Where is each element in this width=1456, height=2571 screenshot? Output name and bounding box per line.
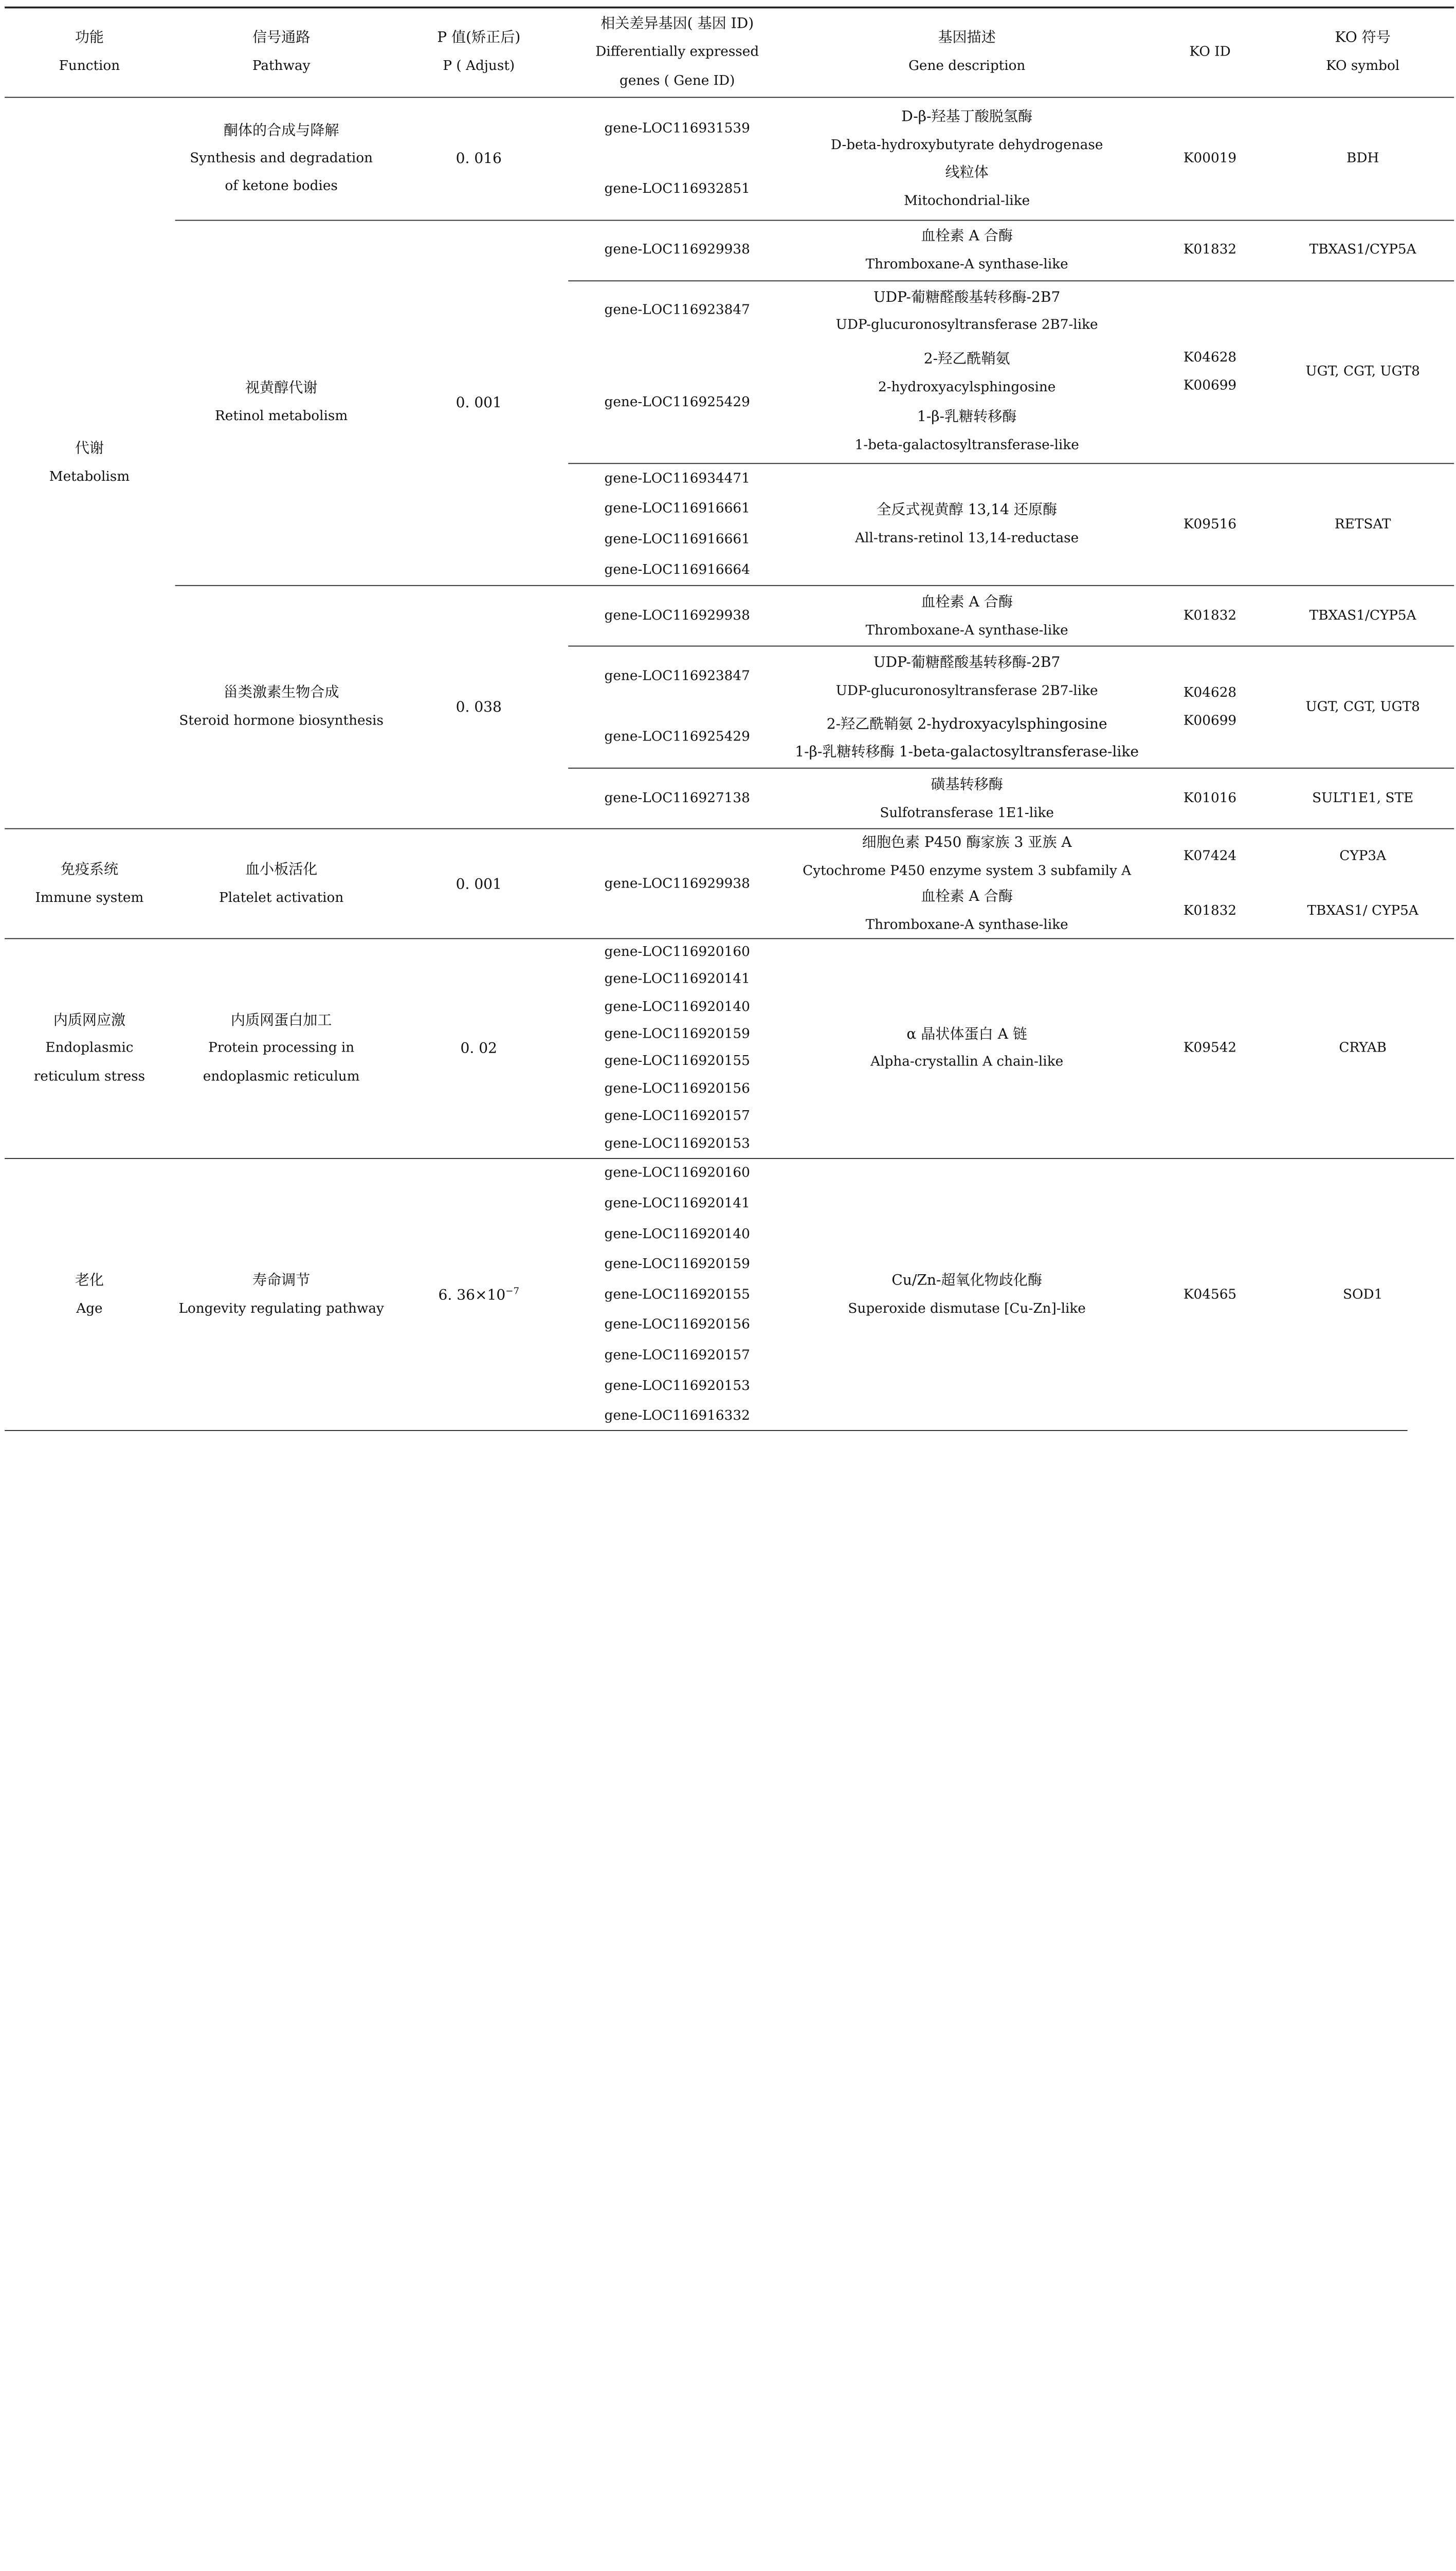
header-genes-zh: 相关差异基因( 基因 ID) (600, 14, 754, 32)
ko-id: K09542 (1183, 1040, 1237, 1056)
function-immune-zh: 免疫系统 (60, 861, 119, 878)
gene-id: gene-LOC116920160 (604, 1165, 750, 1181)
ko-id: K00019 (1183, 151, 1237, 166)
pathway-er-zh: 内质网蛋白加工 (230, 1011, 332, 1029)
ko-id: K01832 (1183, 903, 1237, 919)
gene-desc: 全反式视黄醇 13,14 还原酶 (877, 501, 1058, 518)
gene-desc: UDP-glucuronosyltransferase 2B7-like (835, 683, 1098, 699)
header-desc-en: Gene description (908, 59, 1026, 74)
p-value: 0. 001 (456, 876, 502, 893)
ko-symbol: UGT, CGT, UGT8 (1305, 699, 1420, 715)
ko-symbol: CRYAB (1339, 1040, 1387, 1056)
ko-symbol: TBXAS1/ CYP5A (1307, 903, 1418, 919)
gene-id: gene-LOC116920155 (604, 1287, 750, 1302)
header-genes-en-1: Differentially expressed (595, 44, 759, 60)
pathway-retinol-en: Retinol metabolism (215, 409, 348, 424)
header-pathway-en: Pathway (252, 59, 311, 74)
gene-id: gene-LOC116920160 (604, 945, 750, 960)
pathway-steroid-zh: 甾类激素生物合成 (223, 683, 339, 701)
group-divider (5, 1158, 1454, 1159)
function-er-en-2: reticulum stress (33, 1069, 145, 1084)
gene-desc: Mitochondrial-like (904, 193, 1030, 209)
gene-divider (568, 646, 1454, 647)
pathway-divider (175, 585, 1454, 586)
gene-desc: 2-羟乙酰鞘氨 2-hydroxyacylsphingosine (826, 715, 1107, 733)
ko-symbol: BDH (1346, 151, 1379, 166)
ko-id: K04565 (1183, 1287, 1237, 1302)
gene-divider (568, 463, 1454, 464)
ko-symbol: SULT1E1, STE (1312, 791, 1414, 806)
gene-desc: 细胞色素 P450 酶家族 3 亚族 A (862, 834, 1072, 851)
header-genes-en-2: genes ( Gene ID) (620, 74, 735, 89)
gene-id: gene-LOC116920141 (604, 1196, 750, 1211)
pathway-er-en-1: Protein processing in (208, 1040, 355, 1056)
gene-id: gene-LOC116920159 (604, 1257, 750, 1272)
p-value-exponent: −7 (505, 1286, 519, 1297)
bottom-rule (5, 1430, 1408, 1431)
ko-id: K04628 (1183, 685, 1237, 701)
group-divider (5, 938, 1454, 939)
function-immune-en: Immune system (35, 891, 144, 906)
gene-id: gene-LOC116931539 (604, 121, 750, 136)
ko-id: K04628 (1183, 350, 1237, 366)
gene-desc: 1-beta-galactosyltransferase-like (854, 438, 1079, 453)
header-koid: KO ID (1189, 44, 1231, 60)
pathway-longevity-zh: 寿命调节 (252, 1272, 311, 1289)
ko-symbol: TBXAS1/CYP5A (1309, 242, 1416, 258)
gene-desc: 1-β-乳糖转移酶 (917, 408, 1017, 425)
function-metabolism-en: Metabolism (49, 469, 130, 485)
gene-desc: 2-羟乙酰鞘氨 (923, 350, 1010, 367)
gene-desc: 血栓素 A 合酶 (921, 593, 1013, 610)
gene-desc: Cu/Zn-超氧化物歧化酶 (891, 1272, 1043, 1289)
p-value: 0. 016 (456, 150, 502, 167)
header-kosym-zh: KO 符号 (1335, 29, 1391, 46)
p-value (439, 1287, 519, 1303)
pathway-longevity-en: Longevity regulating pathway (178, 1301, 384, 1317)
top-rule (5, 7, 1454, 9)
pathway-platelet-en: Platelet activation (219, 891, 344, 906)
pathway-ketone-en-2: of ketone bodies (225, 178, 338, 194)
ko-id: K07424 (1183, 848, 1237, 864)
function-age-en: Age (76, 1301, 103, 1317)
gene-id: gene-LOC116920153 (604, 1379, 750, 1394)
p-value-base: 6. 36×10 (438, 1287, 506, 1303)
header-function-zh: 功能 (75, 29, 104, 46)
gene-desc: Cytochrome P450 enzyme system 3 subfamily A (803, 863, 1132, 879)
gene-id: gene-LOC116934471 (604, 471, 750, 486)
function-metabolism-zh: 代谢 (75, 440, 104, 457)
gene-id: gene-LOC116923847 (604, 302, 750, 318)
gene-desc: Alpha-crystallin A chain-like (870, 1054, 1064, 1070)
header-padj-en: P ( Adjust) (443, 59, 515, 74)
pathway-er-en-2: endoplasmic reticulum (203, 1069, 360, 1084)
gene-id: gene-LOC116920140 (604, 1000, 750, 1015)
ko-id: K01016 (1183, 791, 1237, 806)
gene-divider (568, 768, 1454, 769)
pathway-steroid-en: Steroid hormone biosynthesis (179, 713, 384, 729)
gene-id: gene-LOC116920157 (604, 1109, 750, 1124)
ko-symbol: UGT, CGT, UGT8 (1305, 364, 1420, 379)
gene-desc: UDP-葡糖醛酸基转移酶-2B7 (873, 654, 1061, 671)
header-desc-zh: 基因描述 (938, 29, 996, 46)
ko-symbol: RETSAT (1334, 517, 1391, 532)
header-kosym-en: KO symbol (1326, 59, 1400, 74)
header-function-en: Function (59, 59, 120, 74)
gene-id: gene-LOC116916332 (604, 1408, 750, 1424)
gene-id: gene-LOC116923847 (604, 668, 750, 684)
gene-id: gene-LOC116920140 (604, 1227, 750, 1242)
gene-id: gene-LOC116920156 (604, 1317, 750, 1332)
ko-id: K09516 (1183, 517, 1237, 532)
group-divider (5, 828, 1454, 829)
ko-symbol: SOD1 (1343, 1287, 1383, 1302)
gene-id: gene-LOC116920156 (604, 1081, 750, 1097)
gene-id: gene-LOC116916664 (604, 563, 750, 578)
gene-id: gene-LOC116927138 (604, 791, 750, 806)
p-value: 0. 001 (456, 394, 502, 411)
gene-id: gene-LOC116925429 (604, 395, 750, 410)
gene-desc: 血栓素 A 合酶 (921, 888, 1013, 905)
gene-desc: UDP-glucuronosyltransferase 2B7-like (835, 317, 1098, 333)
gene-divider (568, 280, 1454, 281)
gene-desc: Sulfotransferase 1E1-like (880, 806, 1054, 821)
gene-desc: UDP-葡糖醛酸基转移酶-2B7 (873, 288, 1061, 306)
gene-id: gene-LOC116920157 (604, 1348, 750, 1363)
gene-desc: 线粒体 (945, 164, 989, 181)
gene-id: gene-LOC116916661 (604, 532, 750, 547)
header-padj-zh: P 值(矫正后) (437, 29, 521, 46)
p-value: 0. 038 (456, 698, 502, 716)
function-age-zh: 老化 (75, 1272, 104, 1289)
gene-desc: 血栓素 A 合酶 (921, 227, 1013, 244)
gene-id: gene-LOC116929938 (604, 608, 750, 624)
gene-desc: α 晶状体蛋白 A 链 (906, 1025, 1027, 1043)
ko-symbol: CYP3A (1339, 848, 1387, 864)
header-pathway-zh: 信号通路 (252, 29, 311, 46)
gene-desc: 2-hydroxyacylsphingosine (878, 380, 1056, 395)
ko-symbol: TBXAS1/CYP5A (1309, 608, 1416, 624)
gene-id: gene-LOC116920153 (604, 1136, 750, 1152)
p-value: 0. 02 (460, 1039, 498, 1057)
gene-id: gene-LOC116916661 (604, 501, 750, 516)
function-er-zh: 内质网应激 (53, 1011, 126, 1029)
ko-id: K00699 (1183, 378, 1237, 393)
gene-id: gene-LOC116929938 (604, 242, 750, 258)
ko-id: K01832 (1183, 608, 1237, 624)
pathway-divider (175, 220, 1454, 221)
gene-id: gene-LOC116932851 (604, 182, 750, 197)
gene-desc: D-β-羟基丁酸脱氢酶 (901, 108, 1033, 125)
gene-desc: D-beta-hydroxybutyrate dehydrogenase (830, 138, 1103, 153)
gene-desc: All-trans-retinol 13,14-reductase (855, 531, 1079, 546)
pathway-ketone-en-1: Synthesis and degradation (190, 151, 373, 166)
function-er-en-1: Endoplasmic (45, 1040, 134, 1056)
gene-id: gene-LOC116929938 (604, 876, 750, 892)
gene-desc: 1-β-乳糖转移酶 1-beta-galactosyltransferase-like (795, 743, 1139, 761)
pathway-ketone-zh: 酮体的合成与降解 (223, 122, 339, 139)
gene-desc: Thromboxane-A synthase-like (865, 917, 1068, 933)
gene-desc: Thromboxane-A synthase-like (865, 257, 1068, 273)
ko-id: K00699 (1183, 713, 1237, 729)
gene-desc: Thromboxane-A synthase-like (865, 623, 1068, 639)
gene-desc: 磺基转移酶 (931, 776, 1003, 793)
header-rule (5, 97, 1454, 98)
gene-desc: Superoxide dismutase [Cu-Zn]-like (848, 1301, 1086, 1317)
ko-id: K01832 (1183, 242, 1237, 258)
pathway-platelet-zh: 血小板活化 (245, 861, 318, 878)
gene-id: gene-LOC116920159 (604, 1026, 750, 1042)
pathway-retinol-zh: 视黄醇代谢 (245, 379, 318, 396)
gene-id: gene-LOC116920155 (604, 1054, 750, 1069)
gene-id: gene-LOC116925429 (604, 729, 750, 745)
gene-id: gene-LOC116920141 (604, 971, 750, 987)
